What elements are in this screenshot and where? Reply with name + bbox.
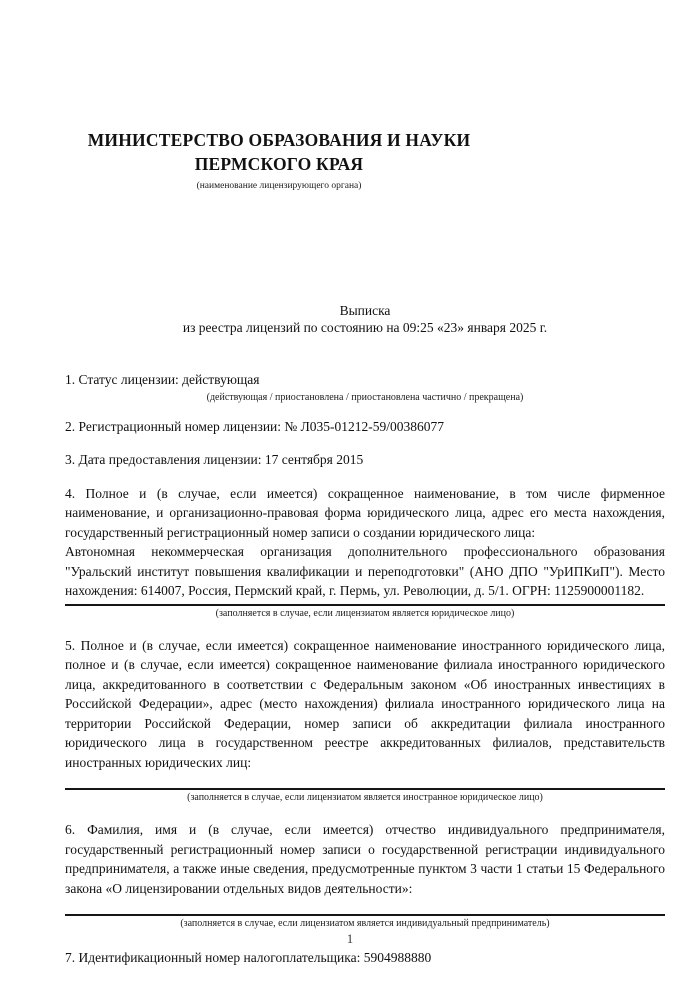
page-number: 1 <box>346 932 354 946</box>
legal-entity-caption: (заполняется в случае, если лицензиатом является юридическое лицо) <box>215 607 515 619</box>
foreign-entity-question: 5. Полное и (в случае, если имеется) сокращенное наименование иностранного юридического лица, полное и (в случае, если имеется) сокращенное наименование филиала иностранного юридического лица, аккредитованного в соответствии с Федеральным законом «Об иностранных инвестициях в Российской Федерации», адрес (место нахождения) филиала иностранного юридического лица на территории Российской Федерации, номер записи об аккредитации филиала иностранного юридического лица в государственном реестре аккредитованных филиалов, представительств иностранных юридических лиц: <box>65 637 665 770</box>
ministry-name-caption: (наименование лицензирующего органа) <box>196 181 362 191</box>
item-legal-entity <box>65 484 665 620</box>
item-license-status <box>65 370 665 404</box>
qr-code-icon <box>507 82 665 240</box>
legal-entity-value: Автономная некоммерческая организация дополнительного профессионального образования "Уральский институт повышения квалификации и переподготовки" (АНО ДПО "УрИПКиП"). Место нахождения: 614007, Россия, Пермский край, г. Пермь, ул. Революции, д. 5/1. ОГРН: 1125900001182. <box>65 544 665 598</box>
ministry-name-line1: МИНИСТЕРСТВО ОБРАЗОВАНИЯ И НАУКИ <box>87 130 471 150</box>
document-title-line2: из реестра лицензий по состоянию на 09:25 «23» января 2025 г. <box>182 320 548 335</box>
ministry-name-line2: ПЕРМСКОГО КРАЯ <box>194 154 364 174</box>
registration-number-text: 2. Регистрационный номер лицензии: № Л035-01212-59/00386077 <box>65 418 445 434</box>
item-entrepreneur <box>65 820 665 930</box>
entrepreneur-caption: (заполняется в случае, если лицензиатом является индивидуальный предприниматель) <box>180 918 550 929</box>
licensing-authority-block <box>65 82 507 192</box>
document-sheet <box>65 0 665 968</box>
item-grant-date <box>65 450 665 470</box>
license-status-text: 1. Статус лицензии: действующая <box>65 372 260 387</box>
grant-date-text: 3. Дата предоставления лицензии: 17 сентября 2015 <box>65 452 364 467</box>
license-status-caption: (действующая / приостановлена / приостановлена частично / прекращена) <box>206 391 524 403</box>
legal-entity-question: 4. Полное и (в случае, если имеется) сокращенное наименование, в том числе фирменное наименование, и организационно-правовая форма юридического лица, адрес его места нахождения, государственный регистрационный номер записи о создании юридического лица: <box>65 485 665 540</box>
item-registration-number <box>65 417 665 437</box>
taxpayer-id-text: 7. Идентификационный номер налогоплательщика: 5904988880 <box>65 950 432 965</box>
entrepreneur-question: 6. Фамилия, имя и (в случае, если имеется) отчество индивидуального предпринимателя, государственный регистрационный номер записи о государственной регистрации индивидуального предпринимателя, а также иные сведения, предусмотренные пунктом 3 части 1 статьи 15 Федерального закона «О лицензировании отдельных видов деятельности»: <box>65 822 665 896</box>
fill-line <box>65 604 665 606</box>
fill-line <box>65 914 665 916</box>
document-title <box>65 302 665 336</box>
foreign-entity-caption: (заполняется в случае, если лицензиатом является иностранное юридическое лицо) <box>187 792 543 803</box>
document-title-line1: Выписка <box>339 303 391 318</box>
item-taxpayer-id <box>65 948 665 968</box>
item-foreign-entity <box>65 636 665 805</box>
fill-line <box>65 788 665 790</box>
document-header <box>65 0 665 240</box>
